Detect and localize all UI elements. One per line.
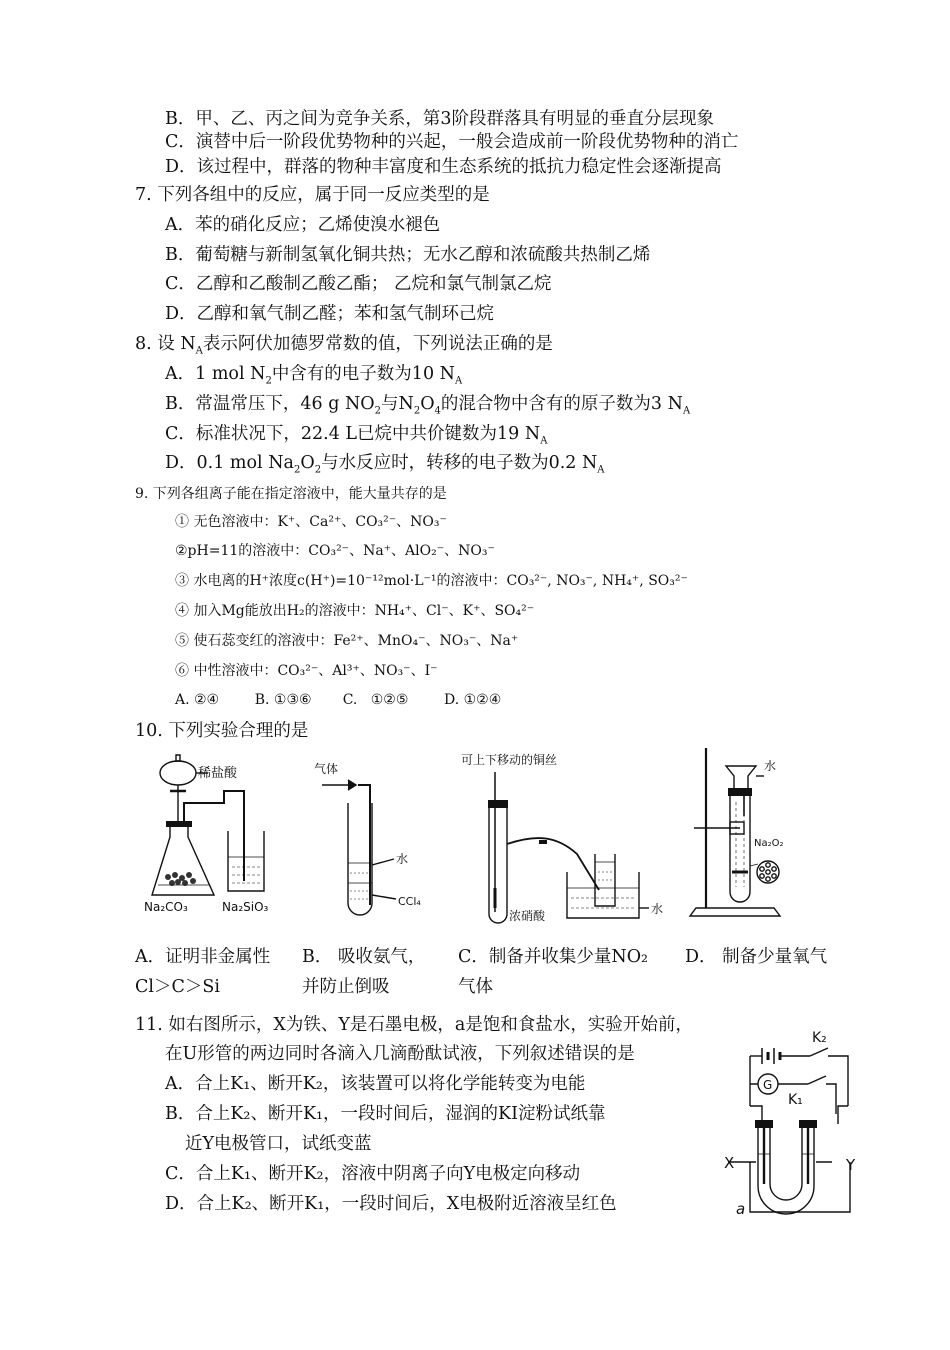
- q6-option-c: C．演替中后一阶段优势物种的兴起，一般会造成前一阶段优势物种的消亡: [165, 132, 739, 152]
- q9-item-1: ① 无色溶液中：K⁺、Ca²⁺、CO₃²⁻、NO₃⁻: [175, 514, 447, 530]
- q7-option-a: A．苯的硝化反应；乙烯使溴水褪色: [165, 215, 441, 235]
- q7-option-c: C．乙醇和乙酸制乙酸乙酯； 乙烷和氯气制氯乙烷: [165, 274, 552, 294]
- label-water-c: 水: [651, 902, 664, 916]
- q6-option-b: B．甲、乙、丙之间为竞争关系，第3阶段群落具有明显的垂直分层现象: [165, 109, 714, 129]
- q9-item-2: ②pH=11的溶液中：CO₃²⁻、Na⁺、AlO₂⁻、NO₃⁻: [175, 543, 495, 559]
- q11-figure: [720, 1022, 870, 1222]
- label-na2co3: Na₂CO₃: [144, 900, 188, 914]
- q8-stem: 8. 设 $N_A$表示阿伏加德罗常数的值，下列说法正确的是: [135, 334, 553, 357]
- label-na2sio3: Na₂SiO₃: [222, 900, 269, 914]
- q11-stem-line2: 在U形管的两边同时各滴入几滴酚酞试液，下列叙述错误的是: [165, 1044, 635, 1064]
- q8-option-a: A．1 mol $N_2$中含有的电子数为10 $N_A$: [165, 364, 463, 387]
- q11-option-a: A．合上K₁、断开K₂，该装置可以将化学能转变为电能: [165, 1074, 586, 1094]
- q7-option-b: B．葡萄糖与新制氢氧化铜共热；无水乙醇和浓硫酸共热制乙烯: [165, 245, 651, 265]
- q11-option-b-line1: B．合上K₂、断开K₁，一段时间后，湿润的KI淀粉试纸靠: [165, 1104, 606, 1124]
- q10-caption-d: D． 制备少量氧气: [685, 947, 828, 967]
- q8-option-b: B．常温常压下，46 g $NO_2$与$N_2O_4$的混合物中含有的原子数为3 $N_A$: [165, 394, 691, 417]
- q10-figure-b: [308, 755, 428, 920]
- q10-stem: 10. 下列实验合理的是: [135, 721, 309, 741]
- q11-stem-line1: 11. 如右图所示，X为铁、Y是石墨电极，a是饱和食盐水，实验开始前，: [135, 1015, 693, 1035]
- q10-caption-b: B． 吸收氨气， 并防止倒吸: [302, 947, 426, 997]
- q10-figure-c: [455, 748, 680, 928]
- label-electrode-y: Y: [846, 1156, 856, 1174]
- q10-figure-d: [680, 742, 810, 922]
- label-galvanometer: G: [763, 1078, 773, 1092]
- q9-item-4: ④ 加入Mg能放出H₂的溶液中：NH₄⁺、Cl⁻、K⁺、SO₄²⁻: [175, 603, 535, 619]
- label-solution-a: a: [736, 1200, 746, 1218]
- q9-options: A. ②④ B. ①③⑥ C. ①②⑤ D. ①②④: [175, 692, 502, 708]
- label-k1: K₁: [788, 1092, 803, 1108]
- q10-caption-a: A．证明非金属性 Cl＞C＞Si: [135, 947, 271, 997]
- q10-caption-c: C．制备并收集少量NO₂ 气体: [458, 947, 649, 997]
- q7-stem: 7. 下列各组中的反应，属于同一反应类型的是: [135, 185, 490, 205]
- label-ccl4: CCl₄: [398, 895, 421, 908]
- q11-option-b-line2: 近Y电极管口，试纸变蓝: [185, 1134, 372, 1154]
- q7-option-d: D．乙醇和氧气制乙醛；苯和氢气制环己烷: [165, 304, 495, 324]
- q9-item-5: ⑤ 使石蕊变红的溶液中：Fe²⁺、MnO₄⁻、NO₃⁻、Na⁺: [175, 633, 519, 649]
- label-dilute-hcl: 稀盐酸: [198, 766, 238, 781]
- label-copper-wire: 可上下移动的铜丝: [461, 753, 558, 767]
- label-water-b: 水: [396, 852, 409, 866]
- q11-option-c: C．合上K₁、断开K₂，溶液中阴离子向Y电极定向移动: [165, 1164, 581, 1184]
- label-conc-nitric: 浓硝酸: [509, 909, 546, 923]
- q6-option-d: D．该过程中，群落的物种丰富度和生态系统的抵抗力稳定性会逐渐提高: [165, 157, 722, 177]
- q10-figure-a: [140, 745, 290, 915]
- q8-option-d: D．0.1 mol $Na_2O_2$与水反应时，转移的电子数为0.2 $N_A$: [165, 453, 605, 476]
- label-k2: K₂: [812, 1030, 827, 1046]
- q9-stem: 9. 下列各组离子能在指定溶液中，能大量共存的是: [135, 486, 447, 502]
- label-water-d: 水: [764, 759, 777, 773]
- q9-item-6: ⑥ 中性溶液中：CO₃²⁻、Al³⁺、NO₃⁻、I⁻: [175, 663, 438, 679]
- q9-item-3: ③ 水电离的H⁺浓度c(H⁺)=10⁻¹²mol·L⁻¹的溶液中：CO₃²⁻, NO₃⁻, NH₄⁺, SO₃²⁻: [175, 573, 688, 589]
- q11-option-d: D．合上K₂、断开K₁，一段时间后，X电极附近溶液呈红色: [165, 1194, 617, 1214]
- q8-option-c: C．标准状况下，22.4 L已烷中共价键数为19 $N_A$: [165, 424, 548, 447]
- label-electrode-x: X: [724, 1154, 735, 1172]
- label-na2o2: Na₂O₂: [754, 838, 784, 849]
- label-gas: 气体: [314, 762, 339, 776]
